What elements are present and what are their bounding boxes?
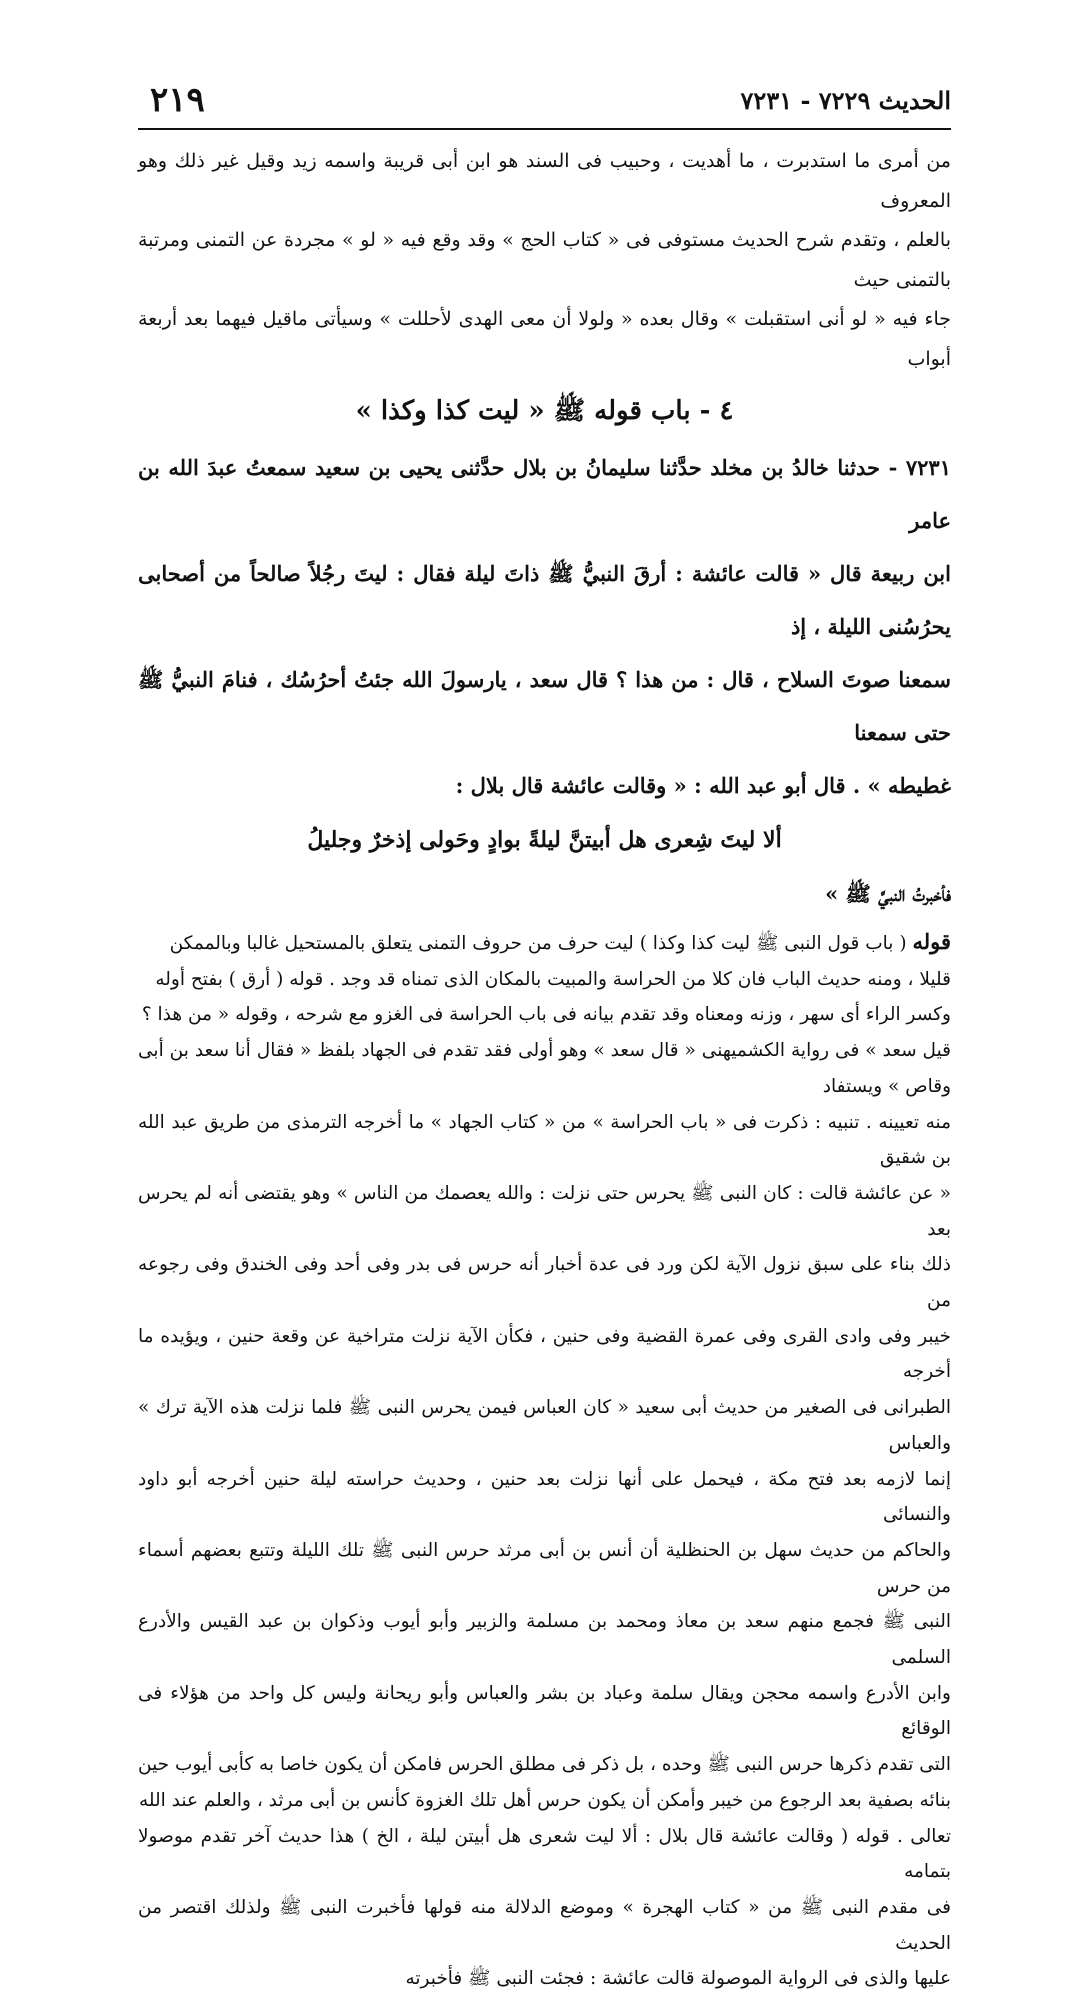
- keyword: قوله: [912, 929, 951, 954]
- commentary: [138, 924, 951, 1997]
- line-text: إنما لازمه بعد فتح مكة ، فيحمل على أنها نزلت بعد حنين ، وحديث حراسته ليلة حنين أخرجه أبو داود والنسائى: [138, 1468, 951, 1526]
- commentary-line: [138, 1319, 951, 1390]
- line-text: عليها والذى فى الرواية الموصولة قالت عائشة : فجئت النبى ﷺ فأخبرته: [405, 1968, 951, 1990]
- commentary-line: [138, 1462, 951, 1533]
- hadith-line: ٧٢٣١ - حدثنا خالدُ بن مخلد حدَّثنا سليمانُ بن بلال حدَّثنى يحيى بن سعيد سمعتُ عبدَ الله بن عامر: [138, 455, 951, 533]
- poetry-verse: ألا ليتَ شِعرى هل أبيتنَّ ليلةً بوادٍ وحَولى إذخرٌ وجليلُ: [307, 827, 782, 853]
- commentary-line: [138, 962, 951, 998]
- hadith-line: ابن ربيعة قال « قالت عائشة : أرقَ النبيُّ ﷺ ذاتَ ليلة فقال : ليتَ رجُلاً صالحاً من أصحابى يحرُسُنى الليلة ، إذ: [138, 561, 951, 639]
- commentary-line: [138, 997, 951, 1033]
- hadith-line: سمعنا صوتَ السلاح ، قال : من هذا ؟ قال سعد ، يارسولَ الله جئتُ أحرُسُك ، فنامَ النبيُّ ﷺ حتى سمعنا: [138, 667, 951, 745]
- line-text: وابن الأدرع واسمه محجن ويقال سلمة وعباد بن بشر والعباس وأبو ريحانة وليس كل واحد من هؤلاء فى الوقائع: [138, 1682, 951, 1740]
- commentary-line: [138, 1961, 951, 1997]
- commentary-line: [138, 1033, 951, 1104]
- commentary-line: [138, 1176, 951, 1247]
- line-text: خيبر وفى وادى القرى وفى عمرة القضية وفى حنين ، فكأن الآية نزلت متراخية عن وقعة حنين ، ويؤيده ما أخرجه: [138, 1325, 951, 1383]
- line-text: الطبرانى فى الصغير من حديث أبى سعيد « كان العباس فيمن يحرس النبى ﷺ فلما نزلت هذه الآية ترك » والعباس: [138, 1397, 951, 1454]
- line-text: بنائه بصفية بعد الرجوع من خيبر وأمكن أن يكون حرس أهل تلك الغزوة كأنس بن أبى مرثد ، والعلم عند الله: [138, 1789, 951, 1811]
- text-line: بالعلم ، وتقدم شرح الحديث مستوفى فى « كتاب الحج » وقد وقع فيه « لو » مجردة عن التمنى ومرتبة بالتمنى حيث: [138, 229, 951, 291]
- commentary-line: [138, 1747, 951, 1783]
- commentary-line: [138, 1105, 951, 1176]
- text-line: جاء فيه « لو أنى استقبلت » وقال بعده « ولولا أن معى الهدى لأحللت » وسيأتى ماقيل فيهما بعد أربعة أبواب: [138, 308, 951, 370]
- hadith-line: غطيطه » . قال أبو عبد الله : « وقالت عائشة قال بلال :: [455, 773, 951, 798]
- top-paragraph: [138, 142, 951, 379]
- page-header: [138, 78, 951, 130]
- commentary-line: [138, 1676, 951, 1747]
- hadith-range: الحديث ٧٢٢٩ - ٧٢٣١: [740, 86, 951, 115]
- commentary-line: [138, 1390, 951, 1461]
- line-text: « عن عائشة قالت : كان النبى ﷺ يحرس حتى نزلت : والله يعصمك من الناس » وهو يقتضى أنه لم يحرس بعد: [138, 1182, 951, 1240]
- line-text: التى تقدم ذكرها حرس النبى ﷺ وحده ، بل ذكر فى مطلق الحرس فامكن أن يكون خاصا به كأبى أيوب حين: [138, 1754, 951, 1776]
- commentary-line: [138, 1533, 951, 1604]
- hadith-text: [138, 441, 951, 812]
- line-text: والحاكم من حديث سهل بن الحنظلية أن أنس بن أبى مرثد حرس النبى ﷺ تلك الليلة وتتبع بعضهم أسماء من حرس: [138, 1539, 951, 1597]
- line-text: تعالى . قوله ( وقالت عائشة قال بلال : ألا ليت شعرى هل أبيتن ليلة ، الخ ) هذا حديث آخر تقدم موصولا بتمامه: [138, 1825, 951, 1883]
- commentary-line: [138, 1604, 951, 1675]
- line-text: النبى ﷺ فجمع منهم سعد بن معاذ ومحمد بن مسلمة والزبير وأبو أيوب وذكوان بن عبد القيس والأدرع السلمى: [138, 1611, 951, 1669]
- line-text: قيل سعد » فى رواية الكشميهنى « قال سعد » وهو أولى فقد تقدم فى الجهاد بلفظ « فقال أنا سعد بن أبى وقاص » ويستفاد: [138, 1040, 951, 1097]
- line-text: منه تعيينه . تنبيه : ذكرت فى « باب الحراسة » من « كتاب الجهاد » ما أخرجه الترمذى من طريق عبد الله بن شقيق: [138, 1111, 951, 1169]
- line-text: وكسر الراء أى سهر ، وزنه ومعناه وقد تقدم بيانه فى باب الحراسة فى الغزو مع شرحه ، وقوله « من هذا ؟: [141, 1004, 951, 1026]
- line-text: فى مقدم النبى ﷺ من « كتاب الهجرة » وموضع الدلالة منه قولها فأخبرت النبى ﷺ ولذلك اقتصر من الحديث: [138, 1896, 951, 1954]
- hadith-closing: فأخبرتُ النبيَّ ﷺ »: [825, 881, 951, 906]
- commentary-line: [138, 1783, 951, 1819]
- commentary-line: [138, 1890, 951, 1961]
- line-text: ( باب قول النبى ﷺ ليت كذا وكذا ) ليت حرف من حروف التمنى يتعلق بالمستحيل غالبا وبالممكن: [169, 933, 913, 954]
- line-text: قليلا ، ومنه حديث الباب فان كلا من الحراسة والمبيت بالمكان الذى تمناه قد وجد . قوله ( أرق ) بفتح أوله: [155, 968, 951, 990]
- line-text: ذلك بناء على سبق نزول الآية لكن ورد فى عدة أخبار أنه حرس فى بدر وفى أحد وفى الخندق وفى رجوعه من: [138, 1254, 951, 1312]
- text-line: من أمرى ما استدبرت ، ما أهديت ، وحبيب فى السند هو ابن أبى قريبة واسمه زيد وقيل غير ذلك وهو المعروف: [138, 150, 951, 212]
- commentary-line: [138, 1819, 951, 1890]
- commentary-line: [138, 1247, 951, 1318]
- chapter-title: ٤ - باب قوله ﷺ « ليت كذا وكذا »: [355, 396, 734, 426]
- page-number: ٢١٩: [150, 80, 205, 120]
- commentary-line: [138, 924, 951, 962]
